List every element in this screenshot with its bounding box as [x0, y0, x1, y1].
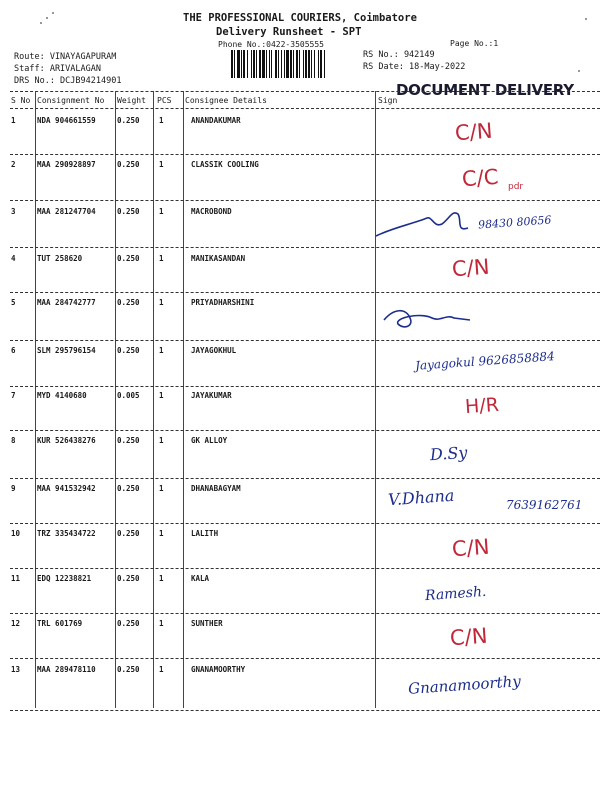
barcode-bar [243, 50, 245, 78]
col-header-pcs: PCS [157, 96, 172, 105]
scan-speck [40, 22, 42, 24]
row-4-pcs: 1 [159, 254, 164, 263]
row-4-consignee: MANIKASANDAN [191, 254, 246, 263]
signature-stroke [384, 311, 470, 327]
document-delivery-stamp: DOCUMENT DELIVERY [396, 81, 574, 99]
row-9-weight: 0.250 [117, 484, 140, 493]
row-11-sno: 11 [11, 574, 21, 583]
row-4-consignment: TUT 258620 [37, 254, 83, 263]
barcode-bar [324, 50, 325, 78]
row-9-signature-note: 7639162761 [506, 498, 583, 512]
col-header-weight: Weight [117, 96, 146, 105]
row-separator [10, 154, 600, 155]
barcode-bar [308, 50, 310, 78]
barcode-bar [234, 50, 235, 78]
barcode-bar [256, 50, 257, 78]
row-3-pcs: 1 [159, 207, 164, 216]
barcode-bar [237, 50, 240, 78]
row-6-consignment: SLM 295796154 [37, 346, 96, 355]
row-2-signature-note: pdr [508, 182, 524, 192]
row-5-sno: 5 [11, 298, 16, 307]
barcode-bar [247, 50, 248, 78]
barcode-bar [251, 50, 252, 78]
row-separator [10, 478, 600, 479]
barcode-bar [281, 50, 282, 78]
row-10-sno: 10 [11, 529, 21, 538]
row-11-consignee: KALA [191, 574, 210, 583]
barcode-bar [320, 50, 322, 78]
barcode-bar [266, 50, 267, 78]
row-6-consignee: JAYAGOKHUL [191, 346, 237, 355]
row-separator [10, 710, 600, 711]
row-12-consignment: TRL 601769 [37, 619, 83, 628]
row-3-consignee: MACROBOND [191, 207, 232, 216]
row-5-consignment: MAA 284742777 [37, 298, 96, 307]
row-12-signature: C/N [449, 623, 489, 651]
row-9-consignee: DHANABAGYAM [191, 484, 241, 493]
col-header-consignee: Consignee Details [185, 96, 267, 105]
row-7-consignee: JAYAKUMAR [191, 391, 232, 400]
row-7-pcs: 1 [159, 391, 164, 400]
runsheet-title: Delivery Runsheet - SPT [216, 26, 362, 38]
row-1-pcs: 1 [159, 116, 164, 125]
barcode-bar [271, 50, 272, 78]
row-3-sno: 3 [11, 207, 16, 216]
row-1-sno: 1 [11, 116, 16, 125]
row-10-signature: C/N [451, 534, 491, 562]
row-4-sno: 4 [11, 254, 16, 263]
row-1-consignment: NDA 904661559 [37, 116, 96, 125]
row-5-pcs: 1 [159, 298, 164, 307]
barcode-bar [275, 50, 277, 78]
row-2-weight: 0.250 [117, 160, 140, 169]
row-1-signature: C/N [454, 118, 494, 146]
row-8-signature: D.Sy [429, 442, 468, 465]
phone-number: Phone No.:0422-3505555 [218, 40, 324, 49]
barcode-bar [303, 50, 304, 78]
row-separator [10, 247, 600, 248]
row-2-pcs: 1 [159, 160, 164, 169]
row-2-consignment: MAA 290928897 [37, 160, 96, 169]
row-12-sno: 12 [11, 619, 21, 628]
staff-label: Staff: ARIVALAGAN [14, 64, 101, 74]
signature-stroke [376, 213, 468, 236]
row-2-consignee: CLASSIK COOLING [191, 160, 259, 169]
row-separator [10, 386, 600, 387]
column-divider [35, 91, 36, 708]
row-6-pcs: 1 [159, 346, 164, 355]
row-6-sno: 6 [11, 346, 16, 355]
barcode-bar [299, 50, 300, 78]
barcode-bar [259, 50, 261, 78]
row-2-signature: C/C [461, 164, 500, 192]
row-8-pcs: 1 [159, 436, 164, 445]
row-9-sno: 9 [11, 484, 16, 493]
row-8-consignment: KUR 526438276 [37, 436, 96, 445]
row-7-consignment: MYD 4140680 [37, 391, 87, 400]
row-1-weight: 0.250 [117, 116, 140, 125]
row-13-sno: 13 [11, 665, 21, 674]
row-8-sno: 8 [11, 436, 16, 445]
scan-speck [46, 17, 48, 19]
row-5-consignee: PRIYADHARSHINI [191, 298, 255, 307]
barcode-bar [311, 50, 312, 78]
row-4-weight: 0.250 [117, 254, 140, 263]
row-12-consignee: SUNTHER [191, 619, 223, 628]
row-separator [10, 292, 600, 293]
company-name: THE PROFESSIONAL COURIERS, Coimbatore [183, 12, 417, 24]
scan-speck [52, 12, 54, 14]
row-9-consignment: MAA 941532942 [37, 484, 96, 493]
route-label: Route: VINAYAGAPURAM [14, 52, 117, 62]
row-6-signature: Jayagokul 9626858884 [414, 349, 556, 373]
row-7-weight: 0.005 [117, 391, 140, 400]
row-12-pcs: 1 [159, 619, 164, 628]
row-11-pcs: 1 [159, 574, 164, 583]
row-3-signature-scribble [372, 206, 482, 246]
barcode-bar [286, 50, 289, 78]
row-separator [10, 430, 600, 431]
barcode-bar [253, 50, 255, 78]
row-4-signature: C/N [451, 254, 491, 282]
barcode-bar [269, 50, 270, 78]
rs-date: RS Date: 18-May-2022 [363, 62, 466, 72]
row-13-consignee: GNANAMOORTHY [191, 665, 246, 674]
col-header-sno: S No [11, 96, 31, 105]
barcode-bar [284, 50, 285, 78]
barcode-bar [278, 50, 279, 78]
barcode-bar [293, 50, 294, 78]
row-11-weight: 0.250 [117, 574, 140, 583]
row-13-consignment: MAA 289478110 [37, 665, 96, 674]
row-13-weight: 0.250 [117, 665, 140, 674]
barcode-bar [241, 50, 242, 78]
col-header-consignment: Consignment No [37, 96, 105, 105]
row-separator [10, 613, 600, 614]
row-10-weight: 0.250 [117, 529, 140, 538]
row-12-weight: 0.250 [117, 619, 140, 628]
row-2-sno: 2 [11, 160, 16, 169]
row-9-signature: V.Dhana [387, 485, 455, 510]
row-10-consignee: LALITH [191, 529, 219, 538]
scan-speck [578, 70, 580, 72]
row-1-consignee: ANANDAKUMAR [191, 116, 241, 125]
barcode-bar [305, 50, 307, 78]
row-10-pcs: 1 [159, 529, 164, 538]
column-divider [153, 91, 154, 708]
row-3-consignment: MAA 281247704 [37, 207, 96, 216]
row-separator [10, 340, 600, 341]
row-separator [10, 523, 600, 524]
row-separator [10, 568, 600, 569]
row-separator [10, 658, 600, 659]
column-divider [115, 91, 116, 708]
col-header-sign: Sign [378, 96, 398, 105]
row-7-sno: 7 [11, 391, 16, 400]
barcode-image [230, 50, 356, 78]
row-3-weight: 0.250 [117, 207, 140, 216]
page-number: Page No.:1 [450, 39, 499, 48]
row-11-signature: Ramesh. [424, 583, 487, 605]
row-8-weight: 0.250 [117, 436, 140, 445]
row-13-pcs: 1 [159, 665, 164, 674]
barcode-bar [231, 50, 233, 78]
column-divider [375, 91, 376, 708]
row-8-consignee: GK ALLOY [191, 436, 228, 445]
header-top-rule [10, 91, 600, 92]
row-11-consignment: EDQ 12238821 [37, 574, 92, 583]
barcode-bar [290, 50, 292, 78]
rs-number: RS No.: 942149 [363, 50, 435, 60]
barcode-bar [296, 50, 298, 78]
row-10-consignment: TRZ 335434722 [37, 529, 96, 538]
row-13-signature: Gnanamoorthy [407, 672, 522, 698]
row-3-signature: 98430 80656 [477, 213, 552, 232]
row-separator [10, 200, 600, 201]
row-5-signature-scribble [380, 300, 490, 340]
row-7-signature: H/R [464, 393, 500, 419]
row-9-pcs: 1 [159, 484, 164, 493]
drs-number: DRS No.: DCJB94214901 [14, 76, 122, 86]
barcode-bar [314, 50, 315, 78]
row-6-weight: 0.250 [117, 346, 140, 355]
column-divider [183, 91, 184, 708]
barcode-bar [262, 50, 265, 78]
row-5-weight: 0.250 [117, 298, 140, 307]
barcode-bar [318, 50, 319, 78]
scan-speck [585, 18, 587, 20]
header-bottom-rule [10, 108, 600, 109]
